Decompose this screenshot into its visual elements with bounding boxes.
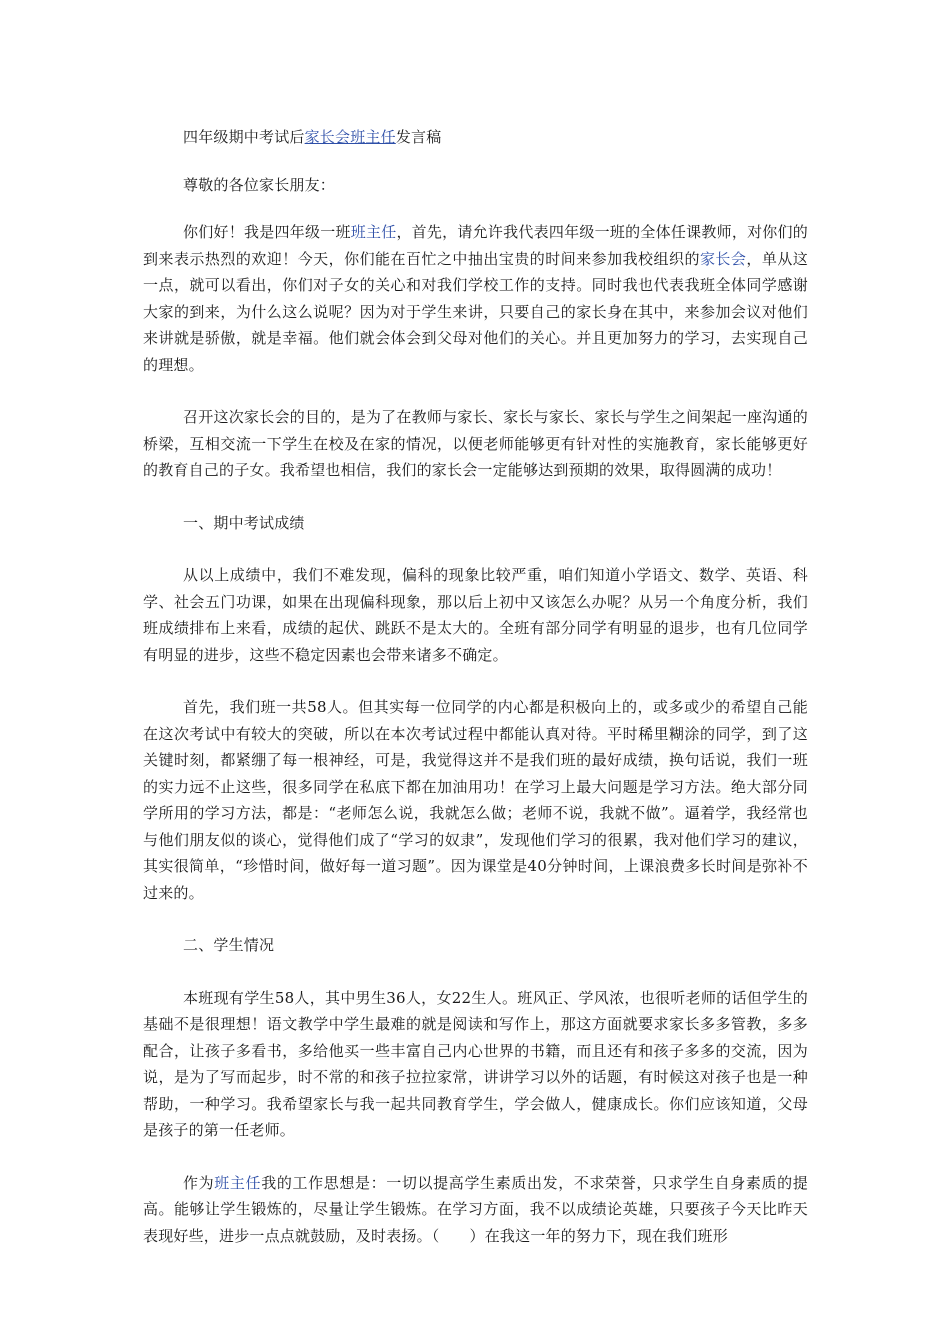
- p6-text-2: 我的工作思想是：一切以提高学生素质出发，不求荣誉，只求学生自身素质的提高。能够让学生锻炼的，尽量让学生锻炼。在学习方面，我不以成绩论英雄，只要孩子今天比昨天表现好些，进步一点点就鼓励，及时表扬。（: [143, 1173, 808, 1245]
- paragraph-welcome: [143, 219, 808, 378]
- document-title: [143, 124, 808, 151]
- p1-text-1: 你们好！我是四年级一班: [183, 223, 351, 241]
- greeting: 尊敬的各位家长朋友：: [183, 175, 336, 194]
- link-class-teacher[interactable]: 班主任: [350, 223, 397, 241]
- title-text-after: 发言稿: [395, 128, 442, 146]
- paragraph-purpose: 召开这次家长会的目的，是为了在教师与家长、家长与家长、家长与学生之间架起一座沟通的桥梁，互相交流一下学生在校及在家的情况，以便老师能够更有针对性的实施教育，家长能够更好的教育自己的子女。我希望也相信，我们的家长会一定能够达到预期的效果，取得圆满的成功！: [143, 408, 808, 479]
- title-text-before: 四年级期中考试后: [183, 128, 305, 146]
- link-parent-meeting[interactable]: 家长会: [699, 249, 747, 268]
- title-link-parent-meeting-teacher[interactable]: 家长会班主任: [304, 128, 396, 146]
- paragraph-work-philosophy: [143, 1170, 808, 1250]
- paragraph-student-situation: 本班现有学生58人，其中男生36人，女22生人。班风正、学风浓，也很听老师的话但学生的基础不是很理想！语文教学中学生最难的就是阅读和写作上，那这方面就要求家长多多管教，多多配合，让孩子多看书，多给他买一些丰富自己内心世界的书籍，而且还有和孩子多多的交流，因为说，是为了写而起步，时不常的和孩子拉拉家常，讲讲学习以外的话题，有时候这对孩子也是一种帮助，一种学习。我希望家长与我一起共同教育学生，学会做人，健康成长。你们应该知道，父母是孩子的第一任老师。: [143, 988, 808, 1139]
- paragraph-results-analysis: 从以上成绩中，我们不难发现，偏科的现象比较严重，咱们知道小学语文、数学、英语、科学、社会五门功课，如果在出现偏科现象，那以后上初中又该怎么办呢？从另一个角度分析，我们班成绩排布上来看，成绩的起伏、跳跃不是太大的。全班有部分同学有明显的退步，也有几位同学有明显的进步，这些不稳定因素也会带来诸多不确定。: [143, 566, 808, 664]
- p6-text-3: ）在我这一年的努力下，现在我们班形: [469, 1226, 728, 1245]
- paragraph-learning-methods: 首先，我们班一共58人。但其实每一位同学的内心都是积极向上的，或多或少的希望自己能在这次考试中有较大的突破，所以在本次考试过程中都能认真对待。平时稀里糊涂的同学，到了这关键时刻，都紧绷了每一根神经，可是，我觉得这并不是我们班的最好成绩，换句话说，我们一班的实力远不止这些，很多同学在私底下都在加油用功！在学习上最大问题是学习方法。绝大部分同学所用的学习方法，都是：“老师怎么说，我就怎么做；老师不说，我就不做”。逼着学，我经常也与他们朋友似的谈心，觉得他们成了“学习的奴隶”，发现他们学习的很累，我对他们学习的建议，其实很简单，“珍惜时间，做好每一道习题”。因为课堂是40分钟时间，上课浪费多长时间是弥补不过来的。: [143, 698, 808, 902]
- document-body: [143, 124, 808, 1249]
- p6-text-1: 作为: [183, 1173, 215, 1192]
- link-class-teacher-2[interactable]: 班主任: [214, 1173, 262, 1192]
- p1-text-2: ，首先，请允许我代表四年级一班的全体任课教师，对你们的到来表示热烈的欢迎！今天，你们能在百忙之中抽出宝贵的时间来参加我校组织的: [143, 223, 808, 268]
- heading-student-situation: 二、学生情况: [183, 936, 275, 954]
- p1-text-3: ，单从这一点，就可以看出，你们对子女的关心和对我们学校工作的支持。同时我也代表我班全体同学感谢大家的到来，为什么这么说呢？因为对于学生来讲，只要自己的家长身在其中，来参加会议对他们来讲就是骄傲，就是幸福。他们就会体会到父母对他们的关心。并且更加努力的学习，去实现自己的理想。: [143, 249, 808, 374]
- heading-exam-results: 一、期中考试成绩: [183, 513, 305, 532]
